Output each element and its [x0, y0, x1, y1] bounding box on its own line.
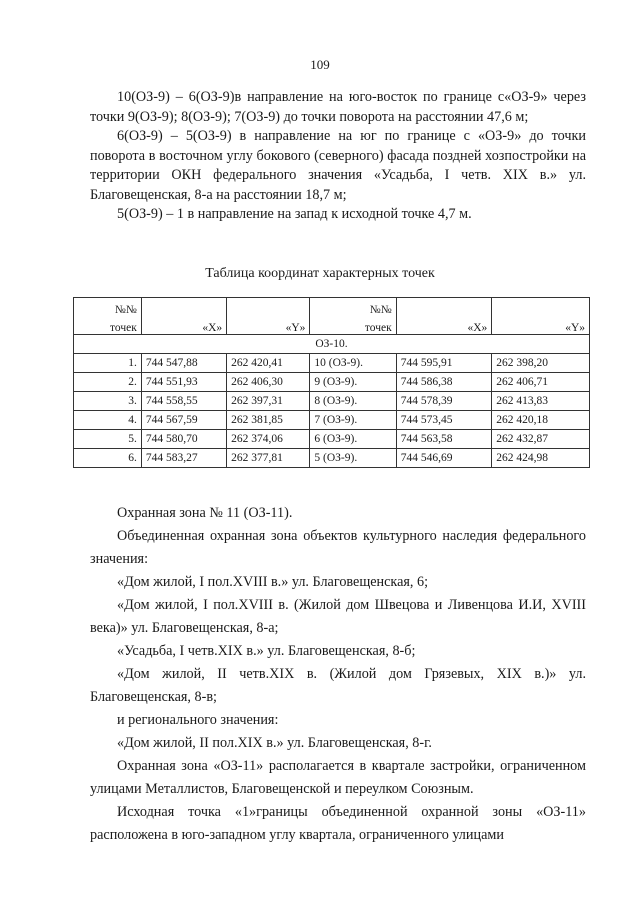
list-item: «Дом жилой, II четв.XIX в. (Жилой дом Грязевых, XIX в.)» ул. Благовещенская, 8-в;	[90, 666, 586, 705]
header-num: №№	[74, 298, 142, 317]
coord-x-2: 744 546,69	[396, 449, 492, 468]
body-text	[90, 502, 586, 847]
point-number: 5.	[74, 430, 142, 449]
table-row	[74, 354, 590, 373]
paragraph: 6(ОЗ-9) – 5(ОЗ-9) в направление на юг по границе с «ОЗ-9» до точки поворота в восточном углу бокового (северного) фасада поздней хозпостройки на территории ОКН федерального значения «Усадьба, I четв. XIX в.» ул. Благовещенская, 8-а на расстоянии 18,7 м;	[90, 128, 586, 203]
point-number-2: 6 (ОЗ-9).	[310, 430, 396, 449]
coord-x: 744 547,88	[141, 354, 226, 373]
page-number: 109	[310, 57, 330, 72]
list-item: «Усадьба, I четв.XIX в.» ул. Благовещенская, 8-б;	[117, 643, 416, 659]
coord-x-2: 744 595,91	[396, 354, 492, 373]
coord-x-2: 744 578,39	[396, 392, 492, 411]
coord-y: 262 381,85	[227, 411, 310, 430]
coord-y-2: 262 424,98	[492, 449, 590, 468]
coord-y-2: 262 398,20	[492, 354, 590, 373]
coord-y: 262 406,30	[227, 373, 310, 392]
coord-x: 744 558,55	[141, 392, 226, 411]
header-points: точек	[74, 316, 142, 335]
table-row	[74, 449, 590, 468]
point-number: 2.	[74, 373, 142, 392]
coord-x: 744 580,70	[141, 430, 226, 449]
point-number-2: 5 (ОЗ-9).	[310, 449, 396, 468]
table-row	[74, 430, 590, 449]
header-num2: №№	[310, 298, 396, 317]
table-row	[74, 392, 590, 411]
point-number: 3.	[74, 392, 142, 411]
point-number-2: 10 (ОЗ-9).	[310, 354, 396, 373]
coord-y: 262 374,06	[227, 430, 310, 449]
coord-y-2: 262 406,71	[492, 373, 590, 392]
paragraph: и регионального значения:	[117, 712, 279, 728]
zone-label: ОЗ-10.	[74, 335, 590, 354]
coord-x-2: 744 563,58	[396, 430, 492, 449]
point-number: 6.	[74, 449, 142, 468]
paragraph: 5(ОЗ-9) – 1 в направление на запад к исходной точке 4,7 м.	[117, 206, 472, 222]
list-item: «Дом жилой, II пол.XIX в.» ул. Благовещенская, 8-г.	[117, 735, 432, 751]
header-y2: «Y»	[492, 316, 590, 335]
paragraph: Объединенная охранная зона объектов культурного наследия федерального значения:	[90, 528, 586, 567]
intro-text	[90, 88, 586, 225]
coord-x: 744 551,93	[141, 373, 226, 392]
list-item: «Дом жилой, I пол.XVIII в.» ул. Благовещенская, 6;	[117, 574, 429, 590]
point-number-2: 8 (ОЗ-9).	[310, 392, 396, 411]
coord-x: 744 567,59	[141, 411, 226, 430]
coord-y: 262 397,31	[227, 392, 310, 411]
section-heading: Охранная зона № 11 (ОЗ-11).	[117, 505, 293, 521]
coord-y: 262 420,41	[227, 354, 310, 373]
header-x2: «X»	[396, 316, 492, 335]
table-row	[74, 411, 590, 430]
header-points2: точек	[310, 316, 396, 335]
coord-y-2: 262 420,18	[492, 411, 590, 430]
header-y: «Y»	[227, 316, 310, 335]
paragraph: Исходная точка «1»границы объединенной охранной зоны «ОЗ-11» расположена в юго-западном углу квартала, ограниченного улицами	[90, 804, 586, 843]
coord-y: 262 377,81	[227, 449, 310, 468]
list-item: «Дом жилой, I пол.XVIII в. (Жилой дом Швецова и Ливенцова И.И, XVIII века)» ул. Благовещенская, 8-а;	[90, 597, 586, 636]
coord-y-2: 262 413,83	[492, 392, 590, 411]
point-number: 4.	[74, 411, 142, 430]
paragraph: 10(ОЗ-9) – 6(ОЗ-9)в направление на юго-восток по границе с«ОЗ-9» через точки 9(ОЗ-9); 8(ОЗ-9); 7(ОЗ-9) до точки поворота на расстоянии 47,6 м;	[90, 89, 586, 125]
coord-x: 744 583,27	[141, 449, 226, 468]
coordinates-table	[73, 297, 590, 468]
header-x: «X»	[141, 316, 226, 335]
coord-y-2: 262 432,87	[492, 430, 590, 449]
table-title: Таблица координат характерных точек	[205, 266, 435, 281]
coord-x-2: 744 573,45	[396, 411, 492, 430]
point-number-2: 9 (ОЗ-9).	[310, 373, 396, 392]
point-number-2: 7 (ОЗ-9).	[310, 411, 396, 430]
table-row	[74, 373, 590, 392]
coord-x-2: 744 586,38	[396, 373, 492, 392]
paragraph: Охранная зона «ОЗ-11» располагается в квартале застройки, ограниченном улицами Металлистов, Благовещенской и переулком Союзным.	[90, 758, 586, 797]
point-number: 1.	[74, 354, 142, 373]
